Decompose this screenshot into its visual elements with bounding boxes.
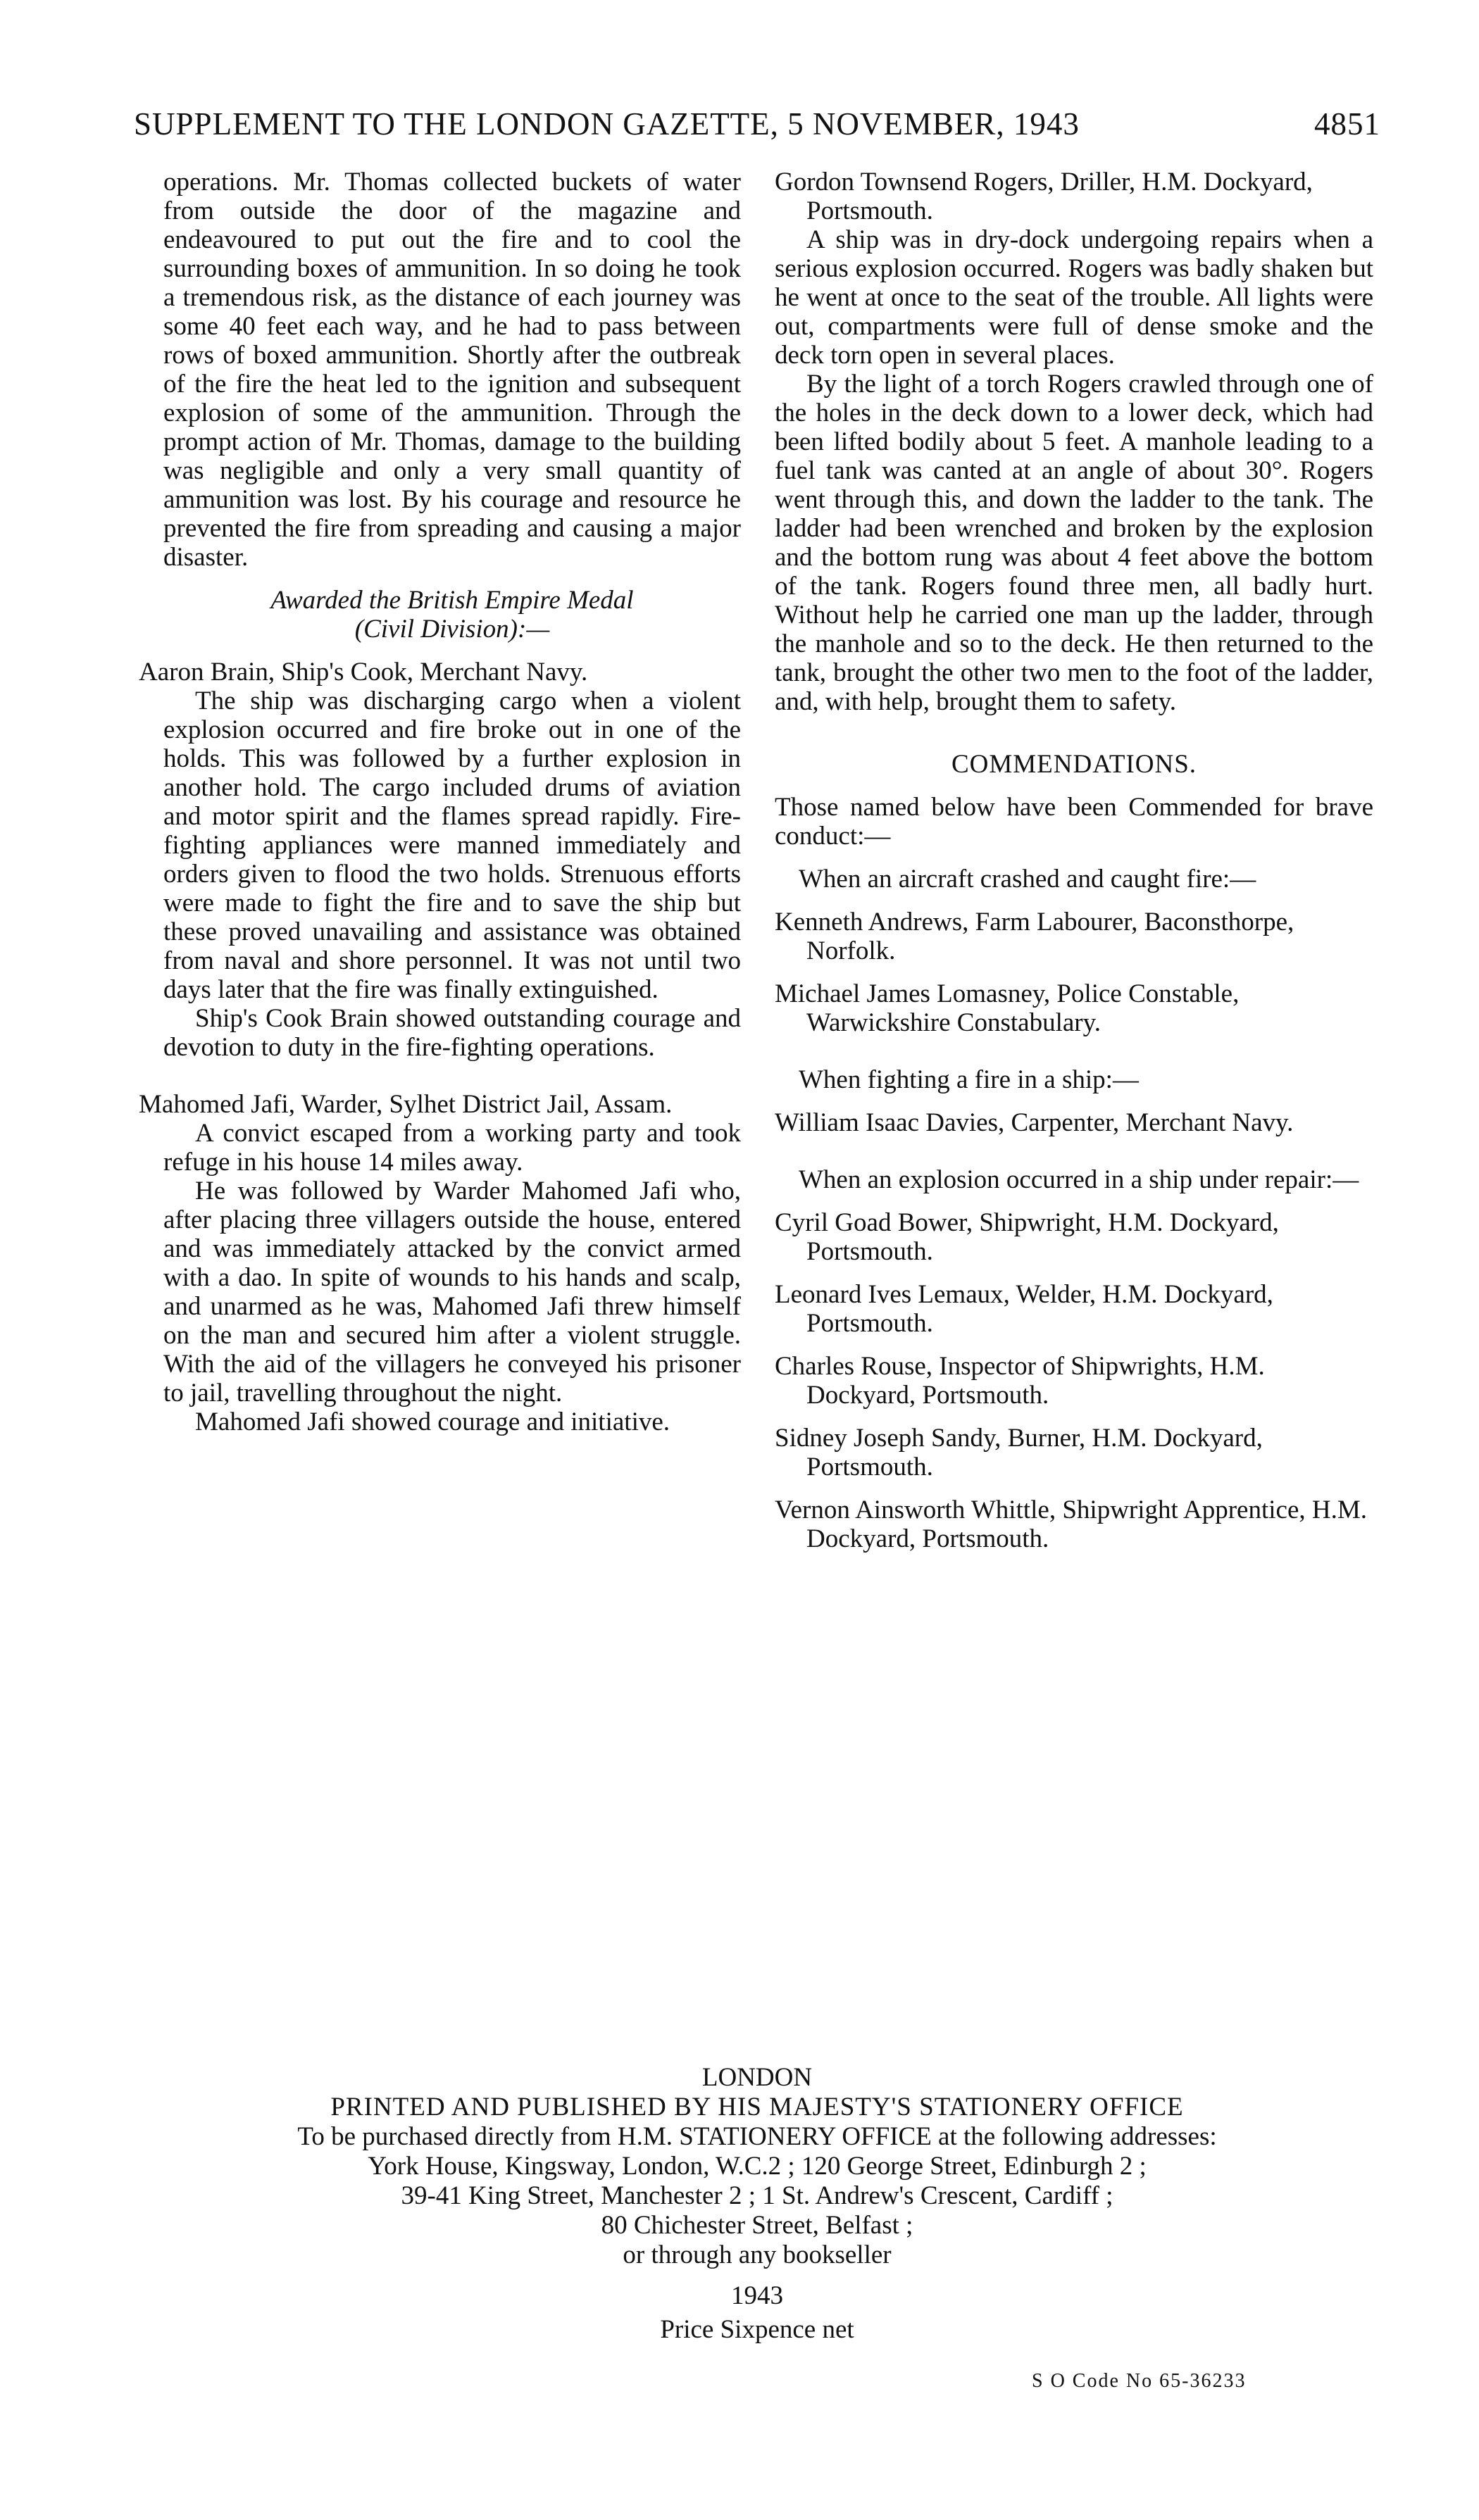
footer-address-line: or through any bookseller	[623, 2240, 892, 2269]
citation-paragraph: By the light of a torch Rogers crawled through one of the holes in the deck down to a lower deck, which had been lifted bodily about 5 feet. A manhole leading to a fuel tank was canted at an angle of about 30°. Rogers went through this, and down the ladder to the tank. The ladder had been wrenched and broken by the explosion and the bottom rung was about 4 feet above the bottom of the tank. Rogers found three men, all badly hurt. Without help he carried one man up the ladder, through the manhole and so to the deck. He then returned to the tank, brought the other two men to the foot of the ladder, and, with help, brought them to safety.	[775, 370, 1373, 716]
citation-paragraph: A convict escaped from a working party and took refuge in his house 14 miles away.	[163, 1119, 741, 1177]
commendations-heading: COMMENDATIONS.	[951, 750, 1197, 779]
footer-address-line: 39-41 King Street, Manchester 2 ; 1 St. Andrew's Crescent, Cardiff ;	[401, 2181, 1113, 2210]
commended-name: Charles Rouse, Inspector of Shipwrights, H.M. Dockyard, Portsmouth.	[775, 1352, 1265, 1410]
citation-paragraph: Mahomed Jafi showed courage and initiative.	[195, 1408, 670, 1436]
footer-printed-by: PRINTED AND PUBLISHED BY HIS MAJESTY'S STATIONERY OFFICE	[330, 2093, 1184, 2121]
gazette-title: SUPPLEMENT TO THE LONDON GAZETTE, 5 NOVEMBER, 1943	[134, 106, 1080, 142]
footer-address-line: York House, Kingsway, London, W.C.2 ; 120 George Street, Edinburgh 2 ;	[368, 2152, 1147, 2181]
footer-address-line: 80 Chichester Street, Belfast ;	[601, 2211, 913, 2240]
publisher-footer	[134, 2063, 1380, 2345]
commendations-intro: Those named below have been Commended for brave conduct:—	[775, 793, 1373, 851]
award-title: Awarded the British Empire Medal	[270, 586, 634, 615]
award-division: (Civil Division):—	[354, 615, 550, 644]
footer-city: LONDON	[701, 2063, 813, 2092]
circumstance-line: When an explosion occurred in a ship under repair:—	[799, 1165, 1359, 1194]
footer-price: Price Sixpence net	[660, 2315, 854, 2344]
page-header	[134, 106, 1380, 155]
citation-paragraph: He was followed by Warder Mahomed Jafi who, after placing three villagers outside the house, entered and was immediately attacked by the convict armed with a dao. In spite of wounds to his hands and scalp, and unarmed as he was, Mahomed Jafi threw himself on the man and secured him after a violent struggle. With the aid of the villagers he conveyed his prisoner to jail, travelling throughout the night.	[163, 1177, 741, 1408]
footer-year: 1943	[731, 2281, 783, 2310]
left-column	[139, 168, 741, 1436]
commended-name: Cyril Goad Bower, Shipwright, H.M. Dockyard, Portsmouth.	[775, 1208, 1279, 1266]
commended-name: Vernon Ainsworth Whittle, Shipwright Apprentice, H.M. Dockyard, Portsmouth.	[775, 1496, 1367, 1553]
footer-address-line: To be purchased directly from H.M. STATIONERY OFFICE at the following addresses:	[297, 2122, 1217, 2151]
recipient-name: Gordon Townsend Rogers, Driller, H.M. Dockyard, Portsmouth.	[775, 168, 1313, 225]
so-code: S O Code No 65-36233	[1032, 2370, 1247, 2392]
citation-paragraph: A ship was in dry-dock undergoing repairs when a serious explosion occurred. Rogers was badly shaken but he went at once to the seat of the trouble. All lights were out, compartments were full of dense smoke and the deck torn open in several places.	[775, 225, 1373, 370]
commended-name: Michael James Lomasney, Police Constable, Warwickshire Constabulary.	[775, 979, 1240, 1037]
recipient-name: Mahomed Jafi, Warder, Sylhet District Jail, Assam.	[139, 1090, 673, 1119]
right-column	[775, 168, 1373, 1553]
citation-paragraph: Ship's Cook Brain showed outstanding courage and devotion to duty in the fire-fighting operations.	[163, 1004, 741, 1062]
circumstance-line: When an aircraft crashed and caught fire:—	[799, 865, 1256, 894]
recipient-name: Aaron Brain, Ship's Cook, Merchant Navy.	[139, 658, 588, 687]
commended-name: Kenneth Andrews, Farm Labourer, Baconsthorpe, Norfolk.	[775, 908, 1294, 965]
commended-name: Sidney Joseph Sandy, Burner, H.M. Dockyard, Portsmouth.	[775, 1424, 1263, 1481]
paragraph: operations. Mr. Thomas collected buckets of water from outside the door of the magazine and endeavoured to put out the fire and to cool the surrounding boxes of ammunition. In so doing he took a tremendous risk, as the distance of each journey was some 40 feet each way, and he had to pass between rows of boxed ammunition. Shortly after the outbreak of the fire the heat led to the ignition and subsequent explosion of some of the ammunition. Through the prompt action of Mr. Thomas, damage to the building was negligible and only a very small quantity of ammunition was lost. By his courage and resource he prevented the fire from spreading and causing a major disaster.	[163, 168, 741, 572]
page-number: 4851	[1314, 106, 1380, 142]
circumstance-line: When fighting a fire in a ship:—	[799, 1065, 1139, 1094]
citation-paragraph: The ship was discharging cargo when a violent explosion occurred and fire broke out in one of the holds. This was followed by a further explosion in another hold. The cargo included drums of aviation and motor spirit and the flames spread rapidly. Fire-fighting appliances were manned immediately and orders given to flood the two holds. Strenuous efforts were made to fight the fire and to save the ship but these proved unavailing and assistance was obtained from naval and shore personnel. It was not until two days later that the fire was finally extinguished.	[163, 687, 741, 1004]
commended-name: William Isaac Davies, Carpenter, Merchant Navy.	[775, 1108, 1294, 1137]
commended-name: Leonard Ives Lemaux, Welder, H.M. Dockyard, Portsmouth.	[775, 1280, 1273, 1338]
award-heading	[163, 586, 741, 644]
